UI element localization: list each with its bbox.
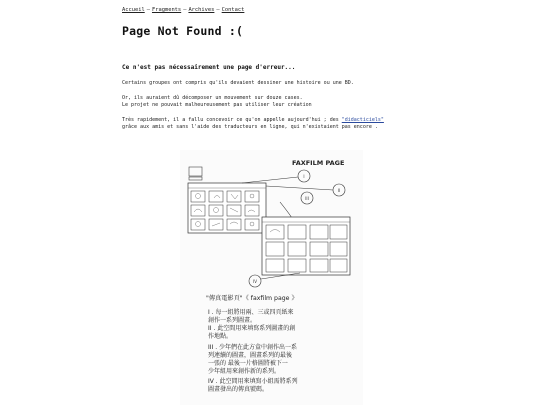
didacticiels-link[interactable]: "didacticiels" (341, 117, 384, 123)
nav-separator: — (216, 7, 220, 13)
scan-caption-line: 列連續的圖畫，圖畫系列的最後 (208, 352, 293, 359)
scan-caption-line: I . 每一組將用兩、三或四頁紙來 (208, 309, 294, 316)
paragraph-tutorials-line-1 (122, 117, 384, 124)
scan-caption-line: 創作一系列圖畫。 (208, 317, 257, 324)
scan-caption-line: 圖畫發出的傳真號碼。 (208, 386, 269, 393)
paragraph-movement-line-2: Le projet ne pouvait malheureusement pas utiliser leur création (122, 102, 312, 108)
nav-link-archives[interactable]: Archives (188, 7, 215, 13)
paragraph-groups: Certains groupes ont compris qu'ils devaient dessiner une histoire ou une BD. (122, 80, 354, 86)
paragraph-tutorials-text: Très rapidement, il a fallu concevoir ce qu'on appelle aujourd'hui ; des (122, 117, 342, 123)
nav-link-accueil[interactable]: Accueil (122, 7, 145, 13)
nav-link-fragments[interactable]: Fragments (151, 7, 182, 13)
scan-right-sheet (262, 217, 350, 275)
scan-marker-label: IV (253, 279, 257, 284)
scan-header-label: FAXFILM PAGE (292, 159, 345, 167)
scan-caption-line: II . 此空間用來填寫系列圖畫的創 (208, 325, 296, 332)
paragraph-movement-line-1: Or, ils auraient dû décomposer un mouvement sur douze cases. (122, 95, 303, 101)
scan-left-sheet (188, 183, 266, 233)
scan-caption-line: III . 少年們在此方盒中創作出一系 (208, 344, 298, 351)
paragraph-tutorials (122, 117, 384, 131)
scan-marker-label: III (305, 196, 309, 201)
nav-separator: — (146, 7, 150, 13)
paragraph-tutorials-line-2: grâce aux amis et sans l'aide des traducteurs en ligne, qui n'existaient pas encore . (122, 124, 378, 130)
page-title: Page Not Found :( (122, 24, 244, 38)
paragraph-movement (122, 95, 312, 109)
nav-separator: — (183, 7, 187, 13)
faxfilm-scan-image (180, 150, 363, 405)
top-navigation (122, 7, 244, 13)
scan-caption-line: IV . 此空間用來填寫小組需將系列 (208, 378, 298, 385)
scan-caption-line: 一張的 最後一片格圖將被下一 (208, 360, 288, 367)
scan-marker-label: I (303, 174, 305, 179)
scan-caption-line: 作地點。 (208, 333, 233, 340)
nav-link-contact[interactable]: Contact (221, 7, 245, 13)
scan-marker-label: II (337, 188, 341, 193)
scan-caption-line: 少年組用來創作新的系列。 (208, 368, 281, 375)
page-subtitle: Ce n'est pas nécessairement une page d'erreur... (122, 64, 296, 71)
scan-caption-title: "傳真電影頁"《 faxfilm page 》 (206, 295, 298, 302)
